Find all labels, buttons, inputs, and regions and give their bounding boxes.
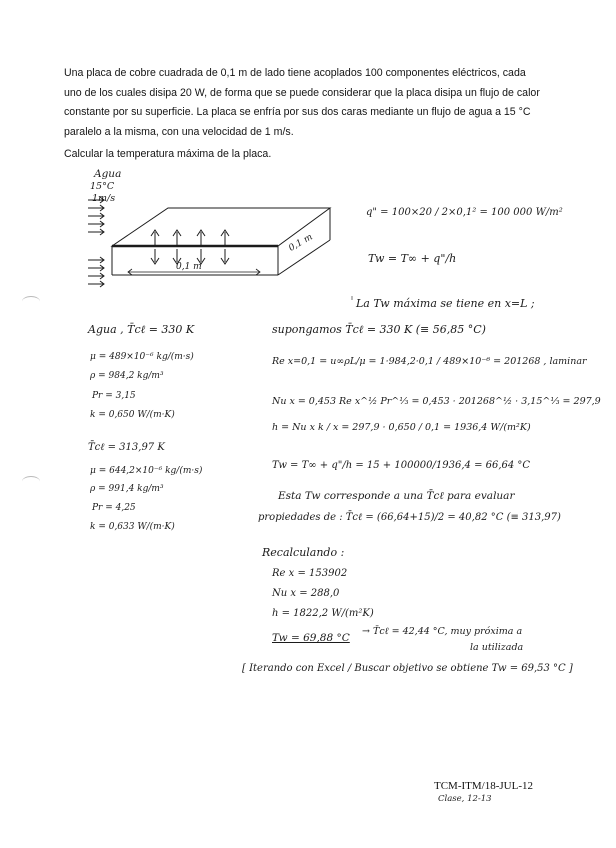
- props-330-k: k = 0,650 W/(m·K): [90, 410, 175, 420]
- water-arrow: [88, 281, 104, 287]
- punch-hole-mark: [22, 296, 40, 307]
- problem-line-4: paralelo a la misma, con una velocidad de 1 m/s.: [64, 125, 294, 138]
- footer-code: TCM-ITM/18-JUL-12: [434, 780, 533, 792]
- heat-up-arrow: [221, 230, 229, 246]
- props-313-k: k = 0,633 W/(m·K): [90, 522, 175, 532]
- recalc-nu: Nu x = 288,0: [272, 588, 340, 599]
- max-temp-note: La Tw máxima se tiene en x=L ;: [356, 297, 535, 310]
- recalc-heading: Recalculando :: [262, 546, 345, 559]
- water-arrow: [88, 213, 104, 219]
- props-330-rho: ρ = 984,2 kg/m³: [90, 371, 164, 381]
- note-line-2: propiedades de : T̄cℓ = (66,64+15)/2 = 40,82 °C (≡ 313,97): [258, 512, 561, 523]
- props-313-mu: μ = 644,2×10⁻⁶ kg/(m·s): [90, 466, 203, 476]
- problem-line-2: uno de los cuales disipa 20 W, de forma que se puede considerar que la placa disipa un flujo de calor: [64, 86, 540, 99]
- heat-up-arrow: [197, 230, 205, 246]
- task-statement: Calcular la temperatura máxima de la placa.: [64, 148, 272, 160]
- heat-down-arrow: [221, 249, 229, 264]
- props-330-title: Agua , T̄cℓ = 330 K: [88, 323, 195, 336]
- wall-temp-formula: Tw = T∞ + q"/h: [368, 252, 457, 265]
- problem-line-3: constante por su superficie. La placa se enfría por sus dos caras mediante un flujo de agua a 15 °C: [64, 106, 531, 118]
- water-arrow: [88, 221, 104, 227]
- sketch-water-label: Agua: [94, 168, 122, 180]
- heat-up-arrow: [173, 230, 181, 246]
- wall-temp-line: Tw = T∞ + q"/h = 15 + 100000/1936,4 = 66,64 °C: [272, 460, 531, 471]
- note-line-1: Esta Tw corresponde a una T̄cℓ para evaluar: [278, 490, 515, 502]
- final-result-line: [ Iterando con Excel / Buscar objetivo se obtiene Tw = 69,53 °C ]: [242, 663, 573, 674]
- punch-hole-mark: [22, 476, 40, 487]
- water-arrow: [88, 265, 104, 271]
- plate-drawing: [88, 197, 352, 300]
- heat-up-arrow: [151, 230, 159, 246]
- props-330-pr: Pr = 3,15: [92, 391, 136, 401]
- water-arrow: [88, 229, 104, 235]
- sketch-water-speed: 1m/s: [92, 193, 116, 204]
- recalc-tw: Tw = 69,88 °C: [272, 632, 350, 644]
- reynolds-line: Re x=0,1 = u∞ρL/μ = 1·984,2·0,1 / 489×10⁻⁶ = 201268 , laminar: [272, 356, 587, 367]
- conclusion-line-2: la utilizada: [470, 642, 524, 653]
- h-coefficient-line: h = Nu x k / x = 297,9 · 0,650 / 0,1 = 1936,4 W/(m²K): [272, 422, 531, 433]
- conclusion-line-1: → T̄cℓ = 42,44 °C, muy próxima a: [362, 626, 523, 637]
- heat-down-arrow: [151, 249, 159, 264]
- water-arrow: [88, 205, 104, 211]
- problem-line-1: Una placa de cobre cuadrada de 0,1 m de lado tiene acoplados 100 componentes eléctricos, cada: [64, 67, 526, 79]
- sketch-depth-label: 0,1 m: [287, 232, 315, 254]
- water-arrow: [88, 257, 104, 263]
- recalc-re: Re x = 153902: [272, 568, 348, 579]
- props-313-title: T̄cℓ = 313,97 K: [88, 442, 165, 453]
- props-313-rho: ρ = 991,4 kg/m³: [90, 484, 164, 494]
- nusselt-line: Nu x = 0,453 Re x^½ Pr^⅓ = 0,453 · 201268^½ · 3,15^⅓ = 297,9: [272, 396, 601, 407]
- props-330-mu: μ = 489×10⁻⁶ kg/(m·s): [90, 352, 194, 362]
- props-313-pr: Pr = 4,25: [92, 503, 136, 513]
- recalc-h: h = 1822,2 W/(m²K): [272, 608, 374, 619]
- sketch-width-label: 0,1 m: [176, 262, 202, 272]
- footer-class: Clase, 12-13: [438, 794, 492, 804]
- heat-flux-equation: q" = 100×20 / 2×0,1² = 100 000 W/m²: [366, 207, 563, 218]
- water-arrow: [88, 273, 104, 279]
- assumption-line: supongamos T̄cℓ = 330 K (≡ 56,85 °C): [272, 323, 486, 336]
- sketch-water-temp: 15°C: [90, 181, 115, 192]
